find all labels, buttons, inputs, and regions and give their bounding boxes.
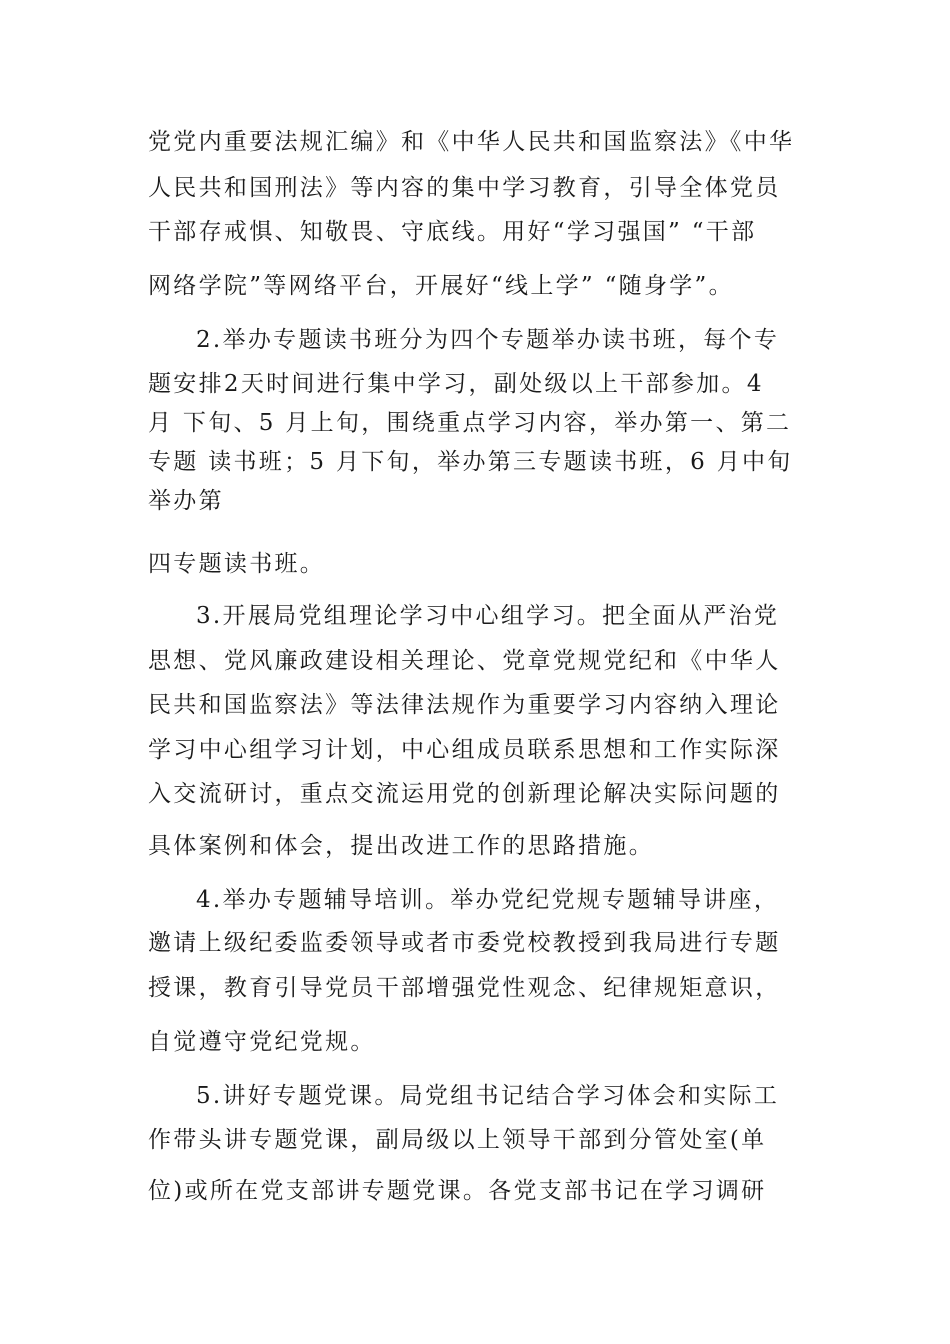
text-line: 邀请上级纪委监委领导或者市委党校教授到我局进行专题 <box>148 930 781 956</box>
text-line: 作带头讲专题党课，副局级以上领导干部到分管处室(单 <box>148 1127 767 1153</box>
paragraph-5-start: 5.讲好专题党课。局党组书记结合学习体会和实际工 <box>196 1083 780 1109</box>
paragraph-3-start: 3.开展局党组理论学习中心组学习。把全面从严治党 <box>196 603 780 629</box>
text-line: 题安排2天时间进行集中学习，副处级以上干部参加。4 <box>148 371 764 397</box>
text-line: 具体案例和体会，提出改进工作的思路措施。 <box>148 833 654 859</box>
text-line: 党党内重要法规汇编》和《中华人民共和国监察法》《中华 <box>148 129 795 155</box>
paragraph-4-start: 4.举办专题辅导培训。举办党纪党规专题辅导讲座， <box>196 887 780 913</box>
text-line: 授课，教育引导党员干部增强党性观念、纪律规矩意识， <box>148 975 781 1001</box>
text-line: 自觉遵守党纪党规。 <box>148 1029 376 1055</box>
text-line: 位)或所在党支部讲专题党课。各党支部书记在学习调研 <box>148 1178 767 1204</box>
text-line: 思想、党风廉政建设相关理论、党章党规党纪和《中华人 <box>148 648 781 674</box>
text-line: 学习中心组学习计划，中心组成员联系思想和工作实际深 <box>148 737 781 763</box>
paragraph-2-start: 2.举办专题读书班分为四个专题举办读书班，每个专 <box>196 327 780 353</box>
text-line: 举办第 <box>148 488 224 514</box>
text-line: 专题 读书班；5 月下旬，举办第三专题读书班，6 月中旬 <box>148 449 793 475</box>
text-line: 干部存戒惧、知敬畏、守底线。用好“学习强国” “干部 <box>148 219 757 245</box>
text-line: 民共和国监察法》等法律法规作为重要学习内容纳入理论 <box>148 692 781 718</box>
text-line: 网络学院”等网络平台，开展好“线上学” “随身学”。 <box>148 273 734 299</box>
text-line: 人民共和国刑法》等内容的集中学习教育，引导全体党员 <box>148 175 781 201</box>
text-line: 入交流研讨，重点交流运用党的创新理论解决实际问题的 <box>148 781 781 807</box>
text-line: 月 下旬、5 月上旬，围绕重点学习内容，举办第一、第二 <box>148 410 792 436</box>
text-line: 四专题读书班。 <box>148 551 326 577</box>
